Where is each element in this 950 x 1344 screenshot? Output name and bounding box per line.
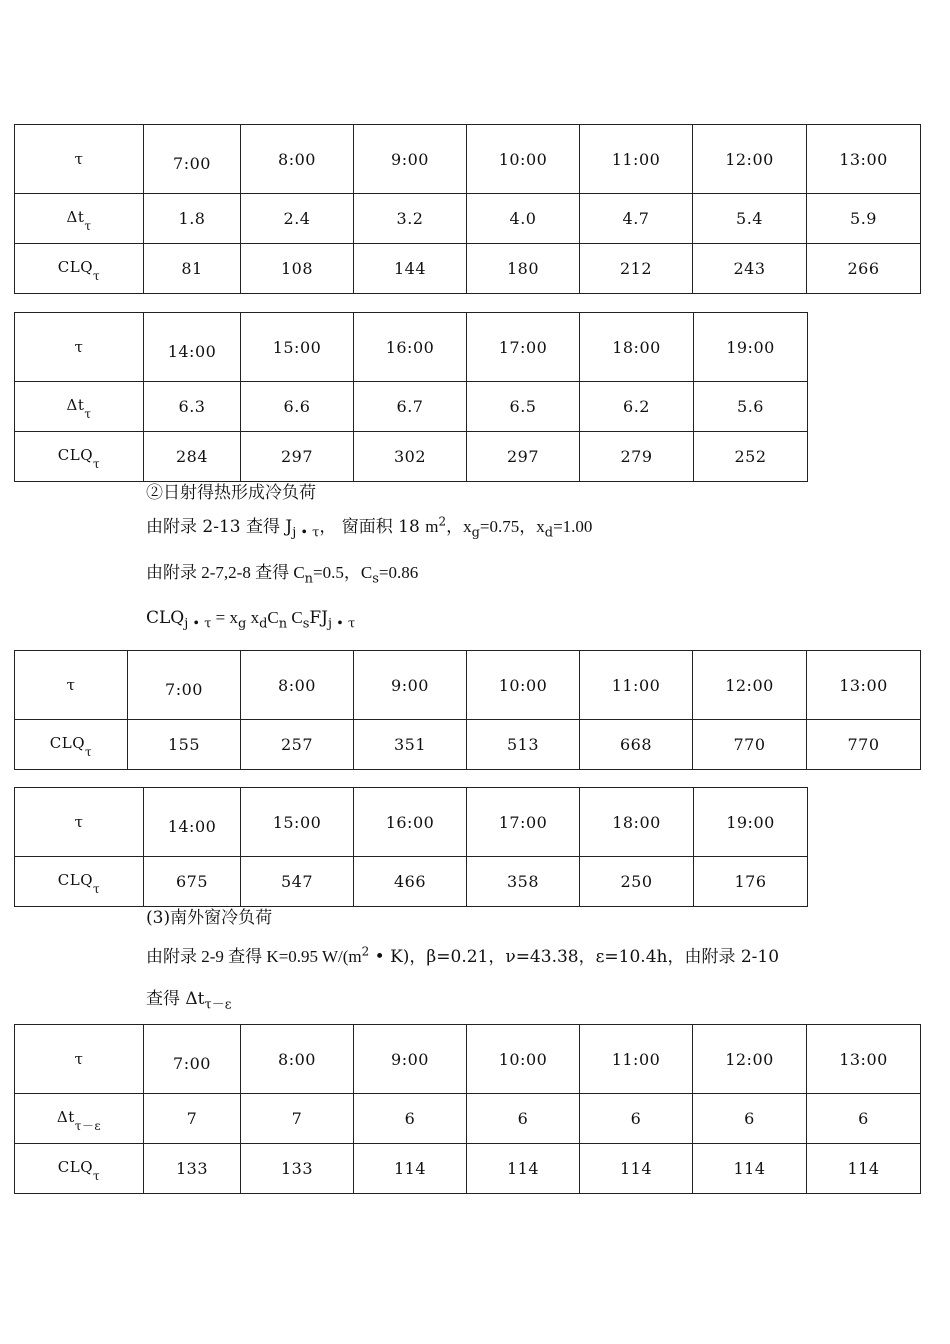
- table-row: [15, 382, 808, 432]
- value-cell: 513: [467, 720, 580, 770]
- table-row: [15, 720, 921, 770]
- row-label: [15, 432, 144, 482]
- time-header-cell: 16:00: [354, 313, 467, 382]
- row-label: [15, 1025, 144, 1094]
- label-text: τ: [74, 338, 84, 356]
- label-subscript: τ: [93, 269, 101, 283]
- value-cell: 6: [467, 1094, 580, 1144]
- value-cell: 144: [354, 244, 467, 294]
- time-header-cell: 10:00: [467, 1025, 580, 1094]
- time-header-cell: 11:00: [580, 1025, 693, 1094]
- value-cell: 252: [694, 432, 808, 482]
- value-cell: 155: [128, 720, 241, 770]
- value-cell: 5.9: [807, 194, 921, 244]
- section-2-heading: ②日射得热形成冷负荷: [146, 483, 316, 503]
- section-2-line-2: 由附录 2-7,2-8 查得 $C_n=0.5$，$C_s=0.86$: [146, 563, 419, 587]
- label-text: CLQ: [57, 1158, 94, 1176]
- section-3-line-2: 查得 $\Delta t_{\tau-\varepsilon}$: [146, 989, 232, 1013]
- value-cell: 297: [241, 432, 354, 482]
- time-header-cell: 15:00: [241, 313, 354, 382]
- value-cell: 2.4: [241, 194, 354, 244]
- label-subscript: τ: [93, 457, 101, 471]
- value-cell: 266: [807, 244, 921, 294]
- row-label: [15, 244, 144, 294]
- value-cell: 212: [580, 244, 693, 294]
- value-cell: 243: [693, 244, 807, 294]
- label-text: CLQ: [57, 446, 94, 464]
- value-cell: 6.5: [467, 382, 580, 432]
- value-cell: 4.0: [467, 194, 580, 244]
- label-text: Δt: [66, 208, 85, 226]
- table-row: [15, 1144, 921, 1194]
- value-cell: 770: [693, 720, 807, 770]
- value-cell: 770: [807, 720, 921, 770]
- time-header-cell: 16:00: [354, 788, 467, 857]
- time-header-cell: 10:00: [467, 125, 580, 194]
- label-subscript: τ: [85, 745, 93, 759]
- value-cell: 114: [467, 1144, 580, 1194]
- time-header-cell: 14:00: [144, 313, 241, 382]
- value-cell: 302: [354, 432, 467, 482]
- table-3-solar-7-13: [14, 650, 921, 770]
- table-row: [15, 1094, 921, 1144]
- value-cell: 176: [694, 857, 808, 907]
- section-3-line-1: 由附录 2-9 查得 K=0.95 $W/(m^2$ • K)，β=0.21，ν=43.38，ε=10.4h，由附录 2-10: [146, 944, 780, 967]
- value-cell: 6: [807, 1094, 921, 1144]
- time-header-cell: 11:00: [580, 125, 693, 194]
- value-cell: 6.6: [241, 382, 354, 432]
- value-cell: 1.8: [144, 194, 241, 244]
- time-header-cell: 12:00: [693, 1025, 807, 1094]
- value-cell: 180: [467, 244, 580, 294]
- row-label: [15, 788, 144, 857]
- section-2-line-1: 由附录 2-13 查得 $J_{j • \tau}$， 窗面积 18 $m^2$，$x_g=0.75$，$x_d=1.00$: [146, 514, 593, 541]
- section-3-heading: (3)南外窗冷负荷: [146, 908, 273, 928]
- time-header-cell: 9:00: [354, 651, 467, 720]
- value-cell: 250: [580, 857, 694, 907]
- row-label: [15, 313, 144, 382]
- label-text: Δt: [66, 396, 85, 414]
- label-text: τ: [66, 676, 76, 694]
- row-label: [15, 125, 144, 194]
- row-label: [15, 1144, 144, 1194]
- table-row: [15, 194, 921, 244]
- label-text: CLQ: [49, 734, 86, 752]
- time-header-cell: 17:00: [467, 313, 580, 382]
- row-label: [15, 382, 144, 432]
- value-cell: 358: [467, 857, 580, 907]
- value-cell: 114: [354, 1144, 467, 1194]
- value-cell: 257: [241, 720, 354, 770]
- label-subscript: τ: [84, 219, 92, 233]
- row-label: [15, 651, 128, 720]
- label-text: τ: [74, 1050, 84, 1068]
- time-header-cell: 18:00: [580, 313, 694, 382]
- value-cell: 297: [467, 432, 580, 482]
- value-cell: 108: [241, 244, 354, 294]
- value-cell: 133: [144, 1144, 241, 1194]
- time-header-cell: 14:00: [144, 788, 241, 857]
- time-header-cell: 19:00: [694, 788, 808, 857]
- time-header-cell: 7:00: [128, 651, 241, 720]
- time-header-cell: 18:00: [580, 788, 694, 857]
- time-header-cell: 15:00: [241, 788, 354, 857]
- time-header-cell: 17:00: [467, 788, 580, 857]
- label-text: Δt: [56, 1107, 75, 1126]
- label-subscript: τ: [93, 1169, 101, 1183]
- value-cell: 114: [580, 1144, 693, 1194]
- value-cell: 133: [241, 1144, 354, 1194]
- value-cell: 5.6: [694, 382, 808, 432]
- row-label: [15, 194, 144, 244]
- label-text: τ: [74, 813, 84, 831]
- value-cell: 114: [807, 1144, 921, 1194]
- value-cell: 5.4: [693, 194, 807, 244]
- time-header-cell: 19:00: [694, 313, 808, 382]
- table-row: [15, 244, 921, 294]
- value-cell: 6: [693, 1094, 807, 1144]
- table-row: [15, 857, 808, 907]
- time-header-cell: 9:00: [354, 125, 467, 194]
- time-header-cell: 12:00: [693, 125, 807, 194]
- time-header-cell: 7:00: [144, 1025, 241, 1094]
- table-2-conduction-14-19: [14, 312, 808, 482]
- label-subscript: τ－ε: [74, 1118, 102, 1133]
- time-header-cell: 8:00: [241, 125, 354, 194]
- table-1-conduction-7-13: [14, 124, 921, 294]
- table-row: [15, 432, 808, 482]
- time-header-cell: 10:00: [467, 651, 580, 720]
- row-label: [15, 1094, 144, 1144]
- value-cell: 6.2: [580, 382, 694, 432]
- time-header-cell: 12:00: [693, 651, 807, 720]
- value-cell: 6: [354, 1094, 467, 1144]
- value-cell: 279: [580, 432, 694, 482]
- time-header-cell: 8:00: [241, 1025, 354, 1094]
- time-header-cell: 13:00: [807, 125, 921, 194]
- time-header-cell: 13:00: [807, 1025, 921, 1094]
- value-cell: 7: [144, 1094, 241, 1144]
- value-cell: 466: [354, 857, 467, 907]
- label-subscript: τ: [93, 882, 101, 896]
- value-cell: 6: [580, 1094, 693, 1144]
- time-header-cell: 11:00: [580, 651, 693, 720]
- row-label: [15, 857, 144, 907]
- table-4-solar-14-19: [14, 787, 808, 907]
- value-cell: 7: [241, 1094, 354, 1144]
- value-cell: 284: [144, 432, 241, 482]
- label-text: τ: [74, 150, 84, 168]
- value-cell: 6.7: [354, 382, 467, 432]
- value-cell: 547: [241, 857, 354, 907]
- value-cell: 3.2: [354, 194, 467, 244]
- time-header-cell: 7:00: [144, 125, 241, 194]
- time-header-cell: 8:00: [241, 651, 354, 720]
- value-cell: 668: [580, 720, 693, 770]
- value-cell: 6.3: [144, 382, 241, 432]
- value-cell: 4.7: [580, 194, 693, 244]
- label-subscript: τ: [84, 407, 92, 421]
- label-text: CLQ: [57, 258, 94, 276]
- section-2-formula: $CLQ_{j • \tau} = x_g$ $x_dC_n$ $C_sFJ_{j • \tau}$: [146, 608, 356, 632]
- value-cell: 114: [693, 1144, 807, 1194]
- time-header-cell: 13:00: [807, 651, 921, 720]
- time-header-cell: 9:00: [354, 1025, 467, 1094]
- label-text: CLQ: [57, 871, 94, 889]
- table-5-south-window-7-13: [14, 1024, 921, 1194]
- row-label: [15, 720, 128, 770]
- value-cell: 675: [144, 857, 241, 907]
- value-cell: 351: [354, 720, 467, 770]
- value-cell: 81: [144, 244, 241, 294]
